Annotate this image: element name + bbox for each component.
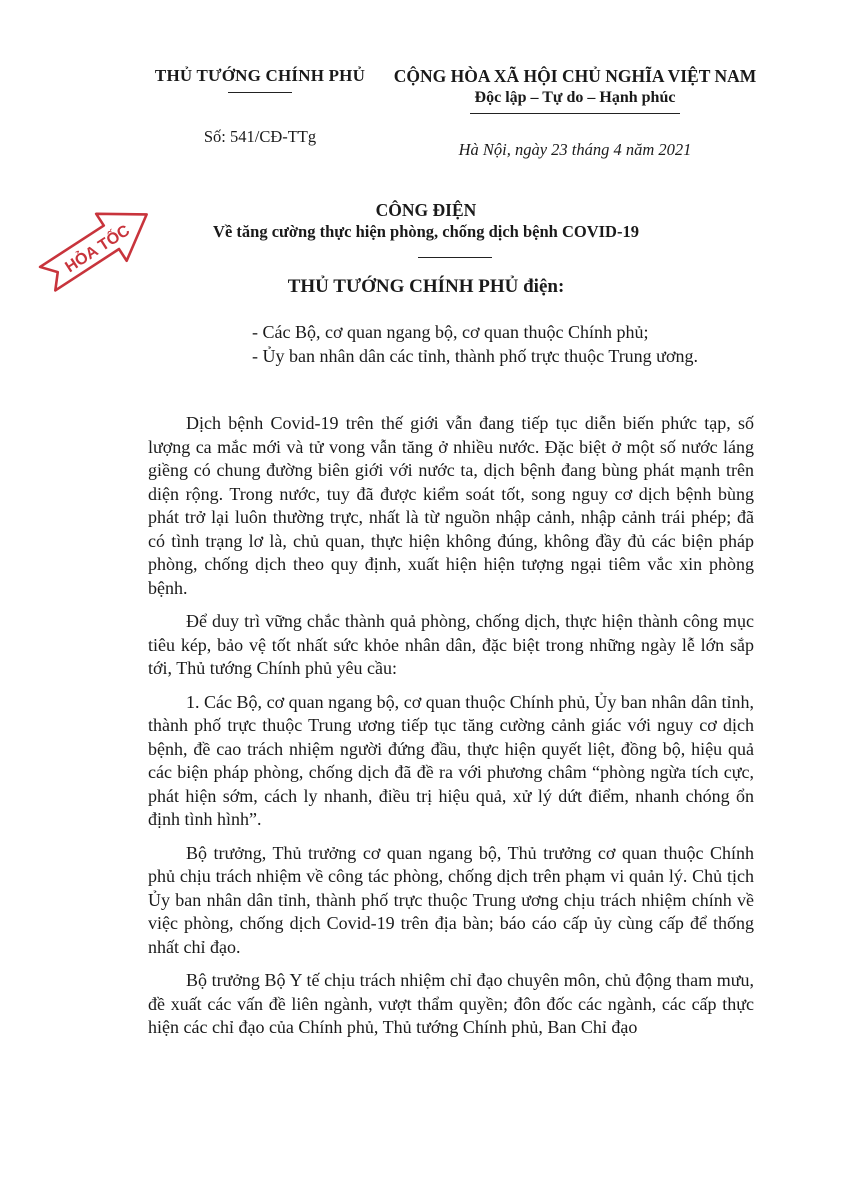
body-paragraph: 1. Các Bộ, cơ quan ngang bộ, cơ quan thuộc Chính phủ, Ủy ban nhân dân tỉnh, thành phố trực thuộc Trung ương tiếp tục tăng cường cảnh giác với nguy cơ dịch bệnh, đề cao trách nhiệm người đứng đầu, thực hiện quyết liệt, đồng bộ, hiệu quả các biện pháp phòng, chống dịch đã đề ra với phương châm “phòng ngừa tích cực, phát hiện sớm, cách ly nhanh, điều trị hiệu quả, xử lý dứt điểm, nhanh chóng ổn định tình hình”. (148, 691, 754, 829)
document-body (148, 412, 754, 1050)
document-number: Số: 541/CĐ-TTg (203, 127, 317, 146)
sender-line: THỦ TƯỚNG CHÍNH PHỦ điện: (287, 276, 565, 297)
nation-block (385, 66, 765, 160)
document-type: CÔNG ĐIỆN (375, 200, 477, 220)
recipient-item: - Ủy ban nhân dân các tỉnh, thành phố trực thuộc Trung ương. (252, 346, 698, 366)
title-divider (418, 257, 492, 258)
recipient-item: - Các Bộ, cơ quan ngang bộ, cơ quan thuộc Chính phủ; (252, 322, 649, 342)
motto-divider (470, 113, 680, 114)
stamp-text: HỎA TỐC (62, 222, 134, 277)
national-motto: Độc lập – Tự do – Hạnh phúc (474, 89, 676, 106)
issuer-block (140, 66, 380, 147)
nation-name: CỘNG HÒA XÃ HỘI CHỦ NGHĨA VIỆT NAM (393, 66, 757, 86)
recipient-list (252, 320, 698, 368)
issuer-divider (228, 92, 292, 93)
body-paragraph: Dịch bệnh Covid-19 trên thế giới vẫn đang tiếp tục diễn biến phức tạp, số lượng ca mắc mới và tử vong vẫn tăng ở nhiều nước. Đặc biệt ở một số nước láng giềng có chung đường biên giới với nước ta, dịch bệnh đang bùng phát mạnh trên diện rộng. Trong nước, tuy đã được kiểm soát tốt, song nguy cơ dịch bệnh bùng phát trở lại luôn thường trực, nhất là từ nguồn nhập cảnh, nhập cảnh trái phép; đã có tình trạng lơ là, chủ quan, thực hiện không đúng, không đầy đủ các biện pháp phòng, chống dịch theo quy định, xuất hiện hiện tượng ngại tiêm vắc xin phòng bệnh. (148, 413, 754, 598)
date-line: Hà Nội, ngày 23 tháng 4 năm 2021 (458, 140, 692, 159)
body-paragraph: Để duy trì vững chắc thành quả phòng, chống dịch, thực hiện thành công mục tiêu kép, bảo vệ tốt nhất sức khỏe nhân dân, đặc biệt trong những ngày lễ lớn sắp tới, Thủ tướng Chính phủ yêu cầu: (148, 611, 754, 678)
issuer-name: THỦ TƯỚNG CHÍNH PHỦ (154, 66, 366, 85)
body-paragraph: Bộ trưởng, Thủ trưởng cơ quan ngang bộ, Thủ trưởng cơ quan thuộc Chính phủ chịu trách nhiệm về công tác phòng, chống dịch trên phạm vi quản lý. Chủ tịch Ủy ban nhân dân tỉnh, thành phố trực thuộc Trung ương chịu trách nhiệm chính về việc phòng, chống dịch Covid-19 trên địa bàn; báo cáo cấp ủy cùng cấp để thống nhất chỉ đạo. (148, 842, 754, 957)
body-paragraph: Bộ trưởng Bộ Y tế chịu trách nhiệm chỉ đạo chuyên môn, chủ động tham mưu, đề xuất các vấn đề liên ngành, vượt thẩm quyền; đôn đốc các ngành, các cấp thực hiện các chỉ đạo của Chính phủ, Thủ tướng Chính phủ, Ban Chỉ đạo (148, 970, 754, 1037)
document-subject: Về tăng cường thực hiện phòng, chống dịch bệnh COVID-19 (213, 222, 639, 241)
